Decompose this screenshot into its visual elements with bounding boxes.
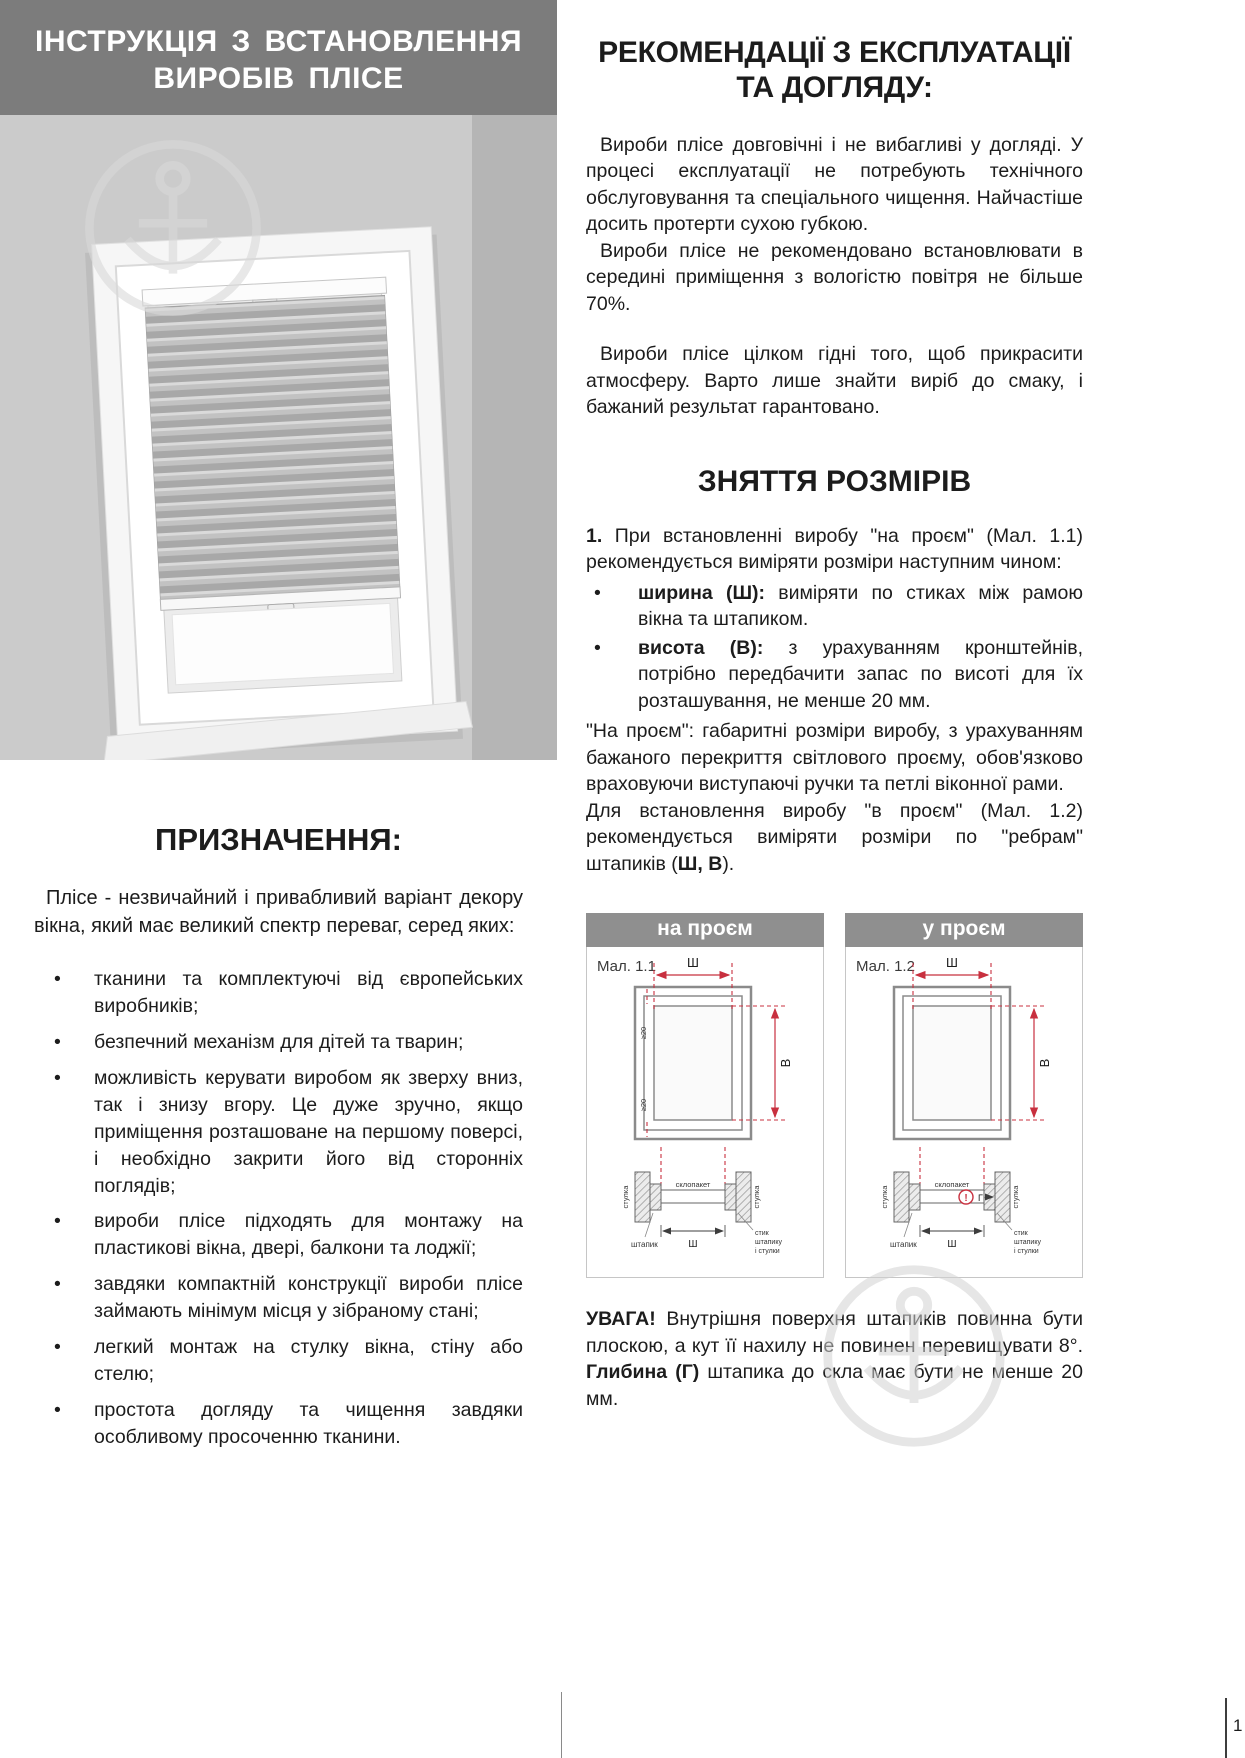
- width-bottom-label: Ш: [688, 1239, 698, 1251]
- left-header-banner: [0, 0, 557, 115]
- warning-text-2: штапика до скла має бути не менше 20 мм.: [586, 1361, 1083, 1410]
- measure-intro: [586, 523, 1083, 576]
- figure-2-header: у проєм: [845, 913, 1083, 947]
- bead-label: штапик: [890, 1240, 917, 1250]
- figure-2-label: Мал. 1.2: [856, 958, 915, 976]
- cross-section: [880, 1172, 1041, 1255]
- bead-label: штапик: [631, 1240, 658, 1250]
- advantage-item: • вироби плісе підходять для монтажу на пластикові вікна, двері, балкони та лоджії;: [34, 1208, 523, 1262]
- advantage-item: • безпечний механізм для дітей та тварин;: [34, 1029, 523, 1056]
- figure-2-diagram: [846, 947, 1082, 1277]
- window-diagram: [894, 987, 1010, 1139]
- warning-exclamation: !: [964, 1193, 968, 1205]
- width-text: виміряти по стиках між рамою вікна та штапиком.: [638, 581, 1083, 631]
- sash-left-label: стулка: [621, 1186, 630, 1209]
- joint-label-1: стик: [1014, 1230, 1028, 1238]
- clearance-bottom-label: ≥20: [639, 1099, 648, 1112]
- window-diagram: [635, 987, 751, 1139]
- width-dim-label: Ш: [946, 955, 958, 971]
- page-number-divider: [1225, 1698, 1227, 1758]
- care-title-line1: РЕКОМЕНДАЦІЇ З ЕКСПЛУАТАЦІЇ: [598, 36, 1071, 69]
- measure-bullets: [586, 580, 1083, 715]
- window-glass: [172, 604, 393, 685]
- care-paragraph-1: Вироби плісе довговічні і не вибагливі у догляді. У процесі експлуатації не потребують технічного обслуговування та спеціального чищення. Найчастіше досить протерти сухою губкою.: [586, 133, 1083, 236]
- sash-right-label: стулка: [752, 1186, 761, 1209]
- column-divider: [561, 1692, 562, 1758]
- sash-right-label: стулка: [1011, 1186, 1020, 1209]
- figure-u-proem: [845, 913, 1083, 1278]
- purpose-section: [0, 822, 557, 1451]
- window-blind-render: [0, 115, 557, 760]
- left-header-line1: ІНСТРУКЦІЯ З ВСТАНОВЛЕННЯ: [34, 25, 523, 58]
- care-paragraph-2: Вироби плісе не рекомендовано встановлювати в середині приміщення з вологістю повітря не більше 70%.: [586, 239, 1083, 315]
- cross-section: [621, 1172, 782, 1255]
- advantage-item: • можливість керувати виробом як зверху вниз, так і знизу вгору. Це дуже зручно, якщо приміщення розташоване на першому поверсі, і необхідно закрити його від сторонніх поглядів;: [34, 1065, 523, 1200]
- warning-label: УВАГА!: [586, 1308, 656, 1331]
- depth-dim-label: Г: [978, 1193, 983, 1204]
- height-label: висота (В):: [638, 636, 764, 659]
- measure-p3-text: Для встановлення виробу "в проєм" (Мал. 1.2) рекомендується виміряти розміри по "ребрам" штапиків (: [586, 799, 1083, 875]
- figure-na-proem: [586, 913, 824, 1278]
- width-dim-label: Ш: [687, 955, 699, 971]
- page-number: 1: [1233, 1716, 1243, 1735]
- clearance-top-label: ≥20: [639, 1027, 648, 1040]
- measure-paragraph-3: [586, 798, 1083, 878]
- left-column: [0, 0, 557, 1460]
- figure-1-diagram: [587, 947, 823, 1277]
- measure-intro-text: При встановленні виробу "на проєм" (Мал. 1.1) рекомендується виміряти розміри наступним чином:: [586, 524, 1083, 574]
- warning-note: [586, 1306, 1083, 1412]
- advantage-item: • легкий монтаж на стулку вікна, стіну або стелю;: [34, 1334, 523, 1388]
- joint-label-1: стик: [755, 1230, 769, 1238]
- right-column: [586, 36, 1083, 1413]
- joint-label-2: штапику: [755, 1239, 782, 1247]
- care-title: [586, 36, 1083, 106]
- measure-bullet-height: [586, 635, 1083, 715]
- height-dim-label: В: [778, 1059, 793, 1068]
- height-dim-label: В: [1037, 1059, 1052, 1068]
- measure-p3-close: ).: [722, 852, 735, 875]
- product-photo: [0, 115, 557, 760]
- care-paragraph-3: Вироби плісе цілком гідні того, щоб прикрасити атмосферу. Варто лише знайти виріб до смаку, і бажаний результат гарантовано.: [586, 343, 1083, 419]
- joint-label-3: і стулки: [755, 1248, 780, 1256]
- measure-p3-bold: Ш, В: [677, 852, 723, 875]
- care-title-line2: ТА ДОГЛЯДУ:: [736, 70, 933, 104]
- joint-label-3: і стулки: [1014, 1248, 1039, 1256]
- measure-title: ЗНЯТТЯ РОЗМІРІВ: [697, 464, 972, 498]
- purpose-title: ПРИЗНАЧЕННЯ:: [155, 822, 402, 858]
- joint-label-2: штапику: [1014, 1239, 1041, 1247]
- pleated-fabric: [145, 295, 400, 599]
- measure-bullet-width: [586, 580, 1083, 633]
- figure-2-body: [845, 947, 1083, 1278]
- advantages-list: [34, 966, 523, 1451]
- sash-left-label: стулка: [880, 1186, 889, 1209]
- purpose-intro: Плісе - незвичайний і привабливий варіант декору вікна, який має великий спектр переваг, серед яких:: [34, 887, 523, 938]
- measure-paragraph-2: "На проєм": габаритні розміри виробу, з урахуванням бажаного перекриття світлового проєму, обов'язково враховуючи виступаючі ручки та петлі віконної рами.: [586, 720, 1083, 796]
- glazing-label: склопакет: [934, 1180, 970, 1190]
- wall-shadow-band: [472, 115, 557, 760]
- width-bottom-label: Ш: [947, 1239, 957, 1251]
- figures-row: [586, 913, 1083, 1278]
- figure-1-body: [586, 947, 824, 1278]
- figure-1-label: Мал. 1.1: [597, 958, 656, 976]
- left-header-line2: ВИРОБІВ ПЛІСЕ: [153, 61, 404, 95]
- measure-intro-number: 1.: [586, 524, 603, 547]
- width-label: ширина (Ш):: [638, 581, 766, 604]
- advantage-item: • завдяки компактній конструкції вироби плісе займають мінімум місця у зібраному стані;: [34, 1271, 523, 1325]
- height-text: з урахуванням кронштейнів, потрібно передбачити запас по висоті для їх розташування, не менше 20 мм.: [638, 636, 1083, 712]
- advantage-item: • простота догляду та чищення завдяки особливому просоченню тканини.: [34, 1397, 523, 1451]
- warning-text-1: Внутрішня поверхня штапиків повинна бути плоскою, а кут її нахилу не повинен перевищувати 8°.: [586, 1308, 1083, 1357]
- figure-1-header: на проєм: [586, 913, 824, 947]
- depth-label: Глибина (Г): [586, 1361, 700, 1384]
- glazing-label: склопакет: [675, 1180, 711, 1190]
- advantage-item: • тканини та комплектуючі від європейських виробників;: [34, 966, 523, 1020]
